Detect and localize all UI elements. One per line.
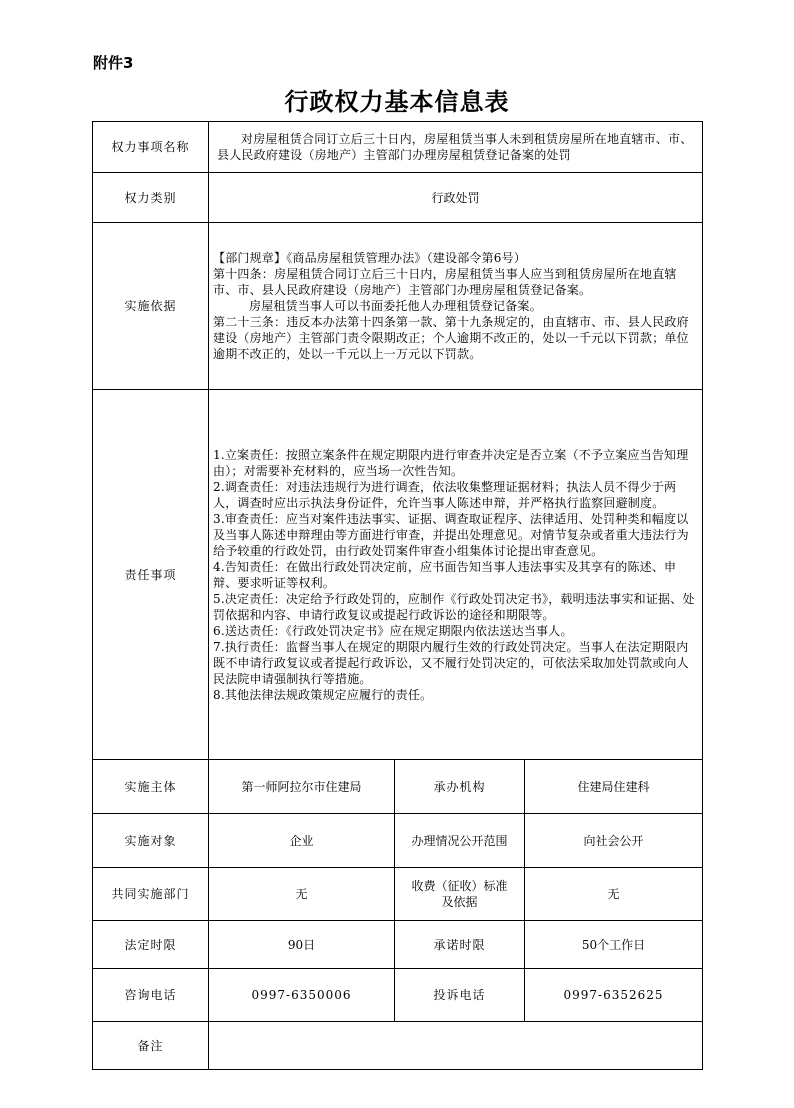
handling-org-value: 住建局住建科 <box>525 760 703 814</box>
row-phone <box>93 969 703 1022</box>
basis-article-14-note: 房屋租赁当事人可以书面委托他人办理租赁登记备案。 <box>249 299 542 313</box>
info-table <box>92 121 703 1070</box>
disclosure-scope-value: 向社会公开 <box>525 814 703 868</box>
row-responsibility <box>93 390 703 760</box>
joint-dept-value: 无 <box>209 868 395 921</box>
responsibility-item-notification: 4.告知责任：在做出行政处罚决定前，应书面告知当事人违法事实及其享有的陈述、申辩、要求听证等权利。 <box>213 559 677 590</box>
disclosure-scope-label: 办理情况公开范围 <box>395 814 525 868</box>
consult-phone-value: 0997-6350006 <box>209 969 395 1022</box>
subject-value: 第一师阿拉尔市住建局 <box>209 760 395 814</box>
promised-time-limit-value: 50个工作日 <box>525 921 703 969</box>
power-name-label: 权力事项名称 <box>93 122 209 173</box>
basis-article-23: 第二十三条：违反本办法第十四条第一款、第十九条规定的，由直辖市、市、县人民政府建设（房地产）主管部门责令限期改正；个人逾期不改正的，处以一千元以下罚款；单位逾期不改正的，处以一千元以上一万元以下罚款。 <box>213 315 689 361</box>
row-time-limit <box>93 921 703 969</box>
legal-time-limit-value: 90日 <box>209 921 395 969</box>
complaint-phone-value: 0997-6352625 <box>525 969 703 1022</box>
fee-standard-value: 无 <box>525 868 703 921</box>
basis-article-14: 第十四条：房屋租赁合同订立后三十日内，房屋租赁当事人应当到租赁房屋所在地直辖市、市、县人民政府建设（房地产）主管部门办理房屋租赁登记备案。 <box>213 267 677 297</box>
attachment-label: 附件3 <box>93 54 134 72</box>
joint-dept-label: 共同实施部门 <box>93 868 209 921</box>
consult-phone-label: 咨询电话 <box>93 969 209 1022</box>
row-remarks <box>93 1022 703 1070</box>
responsibility-label: 责任事项 <box>93 390 209 760</box>
basis-regulation-title: 【部门规章】《商品房屋租赁管理办法》（建设部令第6号） <box>213 251 527 265</box>
basis-label: 实施依据 <box>93 223 209 390</box>
promised-time-limit-label: 承诺时限 <box>395 921 525 969</box>
responsibility-item-execution: 7.执行责任：监督当事人在规定的期限内履行生效的行政处罚决定。当事人在法定期限内既不申请行政复议或者提起行政诉讼，又不履行处罚决定的，可依法采取加处罚款或向人民法院申请强制执行等措施。 <box>213 639 689 686</box>
handling-org-label: 承办机构 <box>395 760 525 814</box>
remarks-label: 备注 <box>93 1022 209 1070</box>
complaint-phone-label: 投诉电话 <box>395 969 525 1022</box>
row-target <box>93 814 703 868</box>
row-subject <box>93 760 703 814</box>
responsibility-content <box>209 390 703 760</box>
row-power-name <box>93 122 703 173</box>
responsibility-item-decision: 5.决定责任：决定给予行政处罚的，应制作《行政处罚决定书》，载明违法事实和证据、处罚依据和内容、申请行政复议或提起行政诉讼的途径和期限等。 <box>213 591 695 622</box>
row-power-category <box>93 173 703 223</box>
power-name-value: 对房屋租赁合同订立后三十日内，房屋租赁当事人未到租赁房屋所在地直辖市、市、县人民政府建设（房地产）主管部门办理房屋租赁登记备案的处罚 <box>209 122 703 173</box>
fee-standard-label: 收费（征收）标准及依据 <box>395 868 525 921</box>
responsibility-item-delivery: 6.送达责任：《行政处罚决定书》应在规定期限内依法送达当事人。 <box>213 623 573 638</box>
power-category-value: 行政处罚 <box>209 173 703 223</box>
row-joint-dept <box>93 868 703 921</box>
basis-content <box>209 223 703 390</box>
target-value: 企业 <box>209 814 395 868</box>
page-title: 行政权力基本信息表 <box>284 88 510 116</box>
legal-time-limit-label: 法定时限 <box>93 921 209 969</box>
responsibility-item-investigation: 2.调查责任：对违法违规行为进行调查，依法收集整理证据材料；执法人员不得少于两人，调查时应出示执法身份证件，允许当事人陈述申辩，并严格执行监察回避制度。 <box>213 479 677 510</box>
responsibility-item-review: 3.审查责任：应当对案件违法事实、证据、调查取证程序、法律适用、处罚种类和幅度以及当事人陈述申辩理由等方面进行审查，并提出处理意见。对情节复杂或者重大违法行为给予较重的行政处罚，由行政处罚案件审查小组集体讨论提出审查意见。 <box>213 511 689 558</box>
remarks-value <box>209 1022 703 1070</box>
power-category-label: 权力类别 <box>93 173 209 223</box>
responsibility-item-other: 8.其他法律法规政策规定应履行的责任。 <box>213 687 433 702</box>
responsibility-item-filing: 1.立案责任：按照立案条件在规定期限内进行审查并决定是否立案（不予立案应当告知理由）；对需要补充材料的，应当场一次性告知。 <box>213 447 689 478</box>
row-basis <box>93 223 703 390</box>
subject-label: 实施主体 <box>93 760 209 814</box>
target-label: 实施对象 <box>93 814 209 868</box>
